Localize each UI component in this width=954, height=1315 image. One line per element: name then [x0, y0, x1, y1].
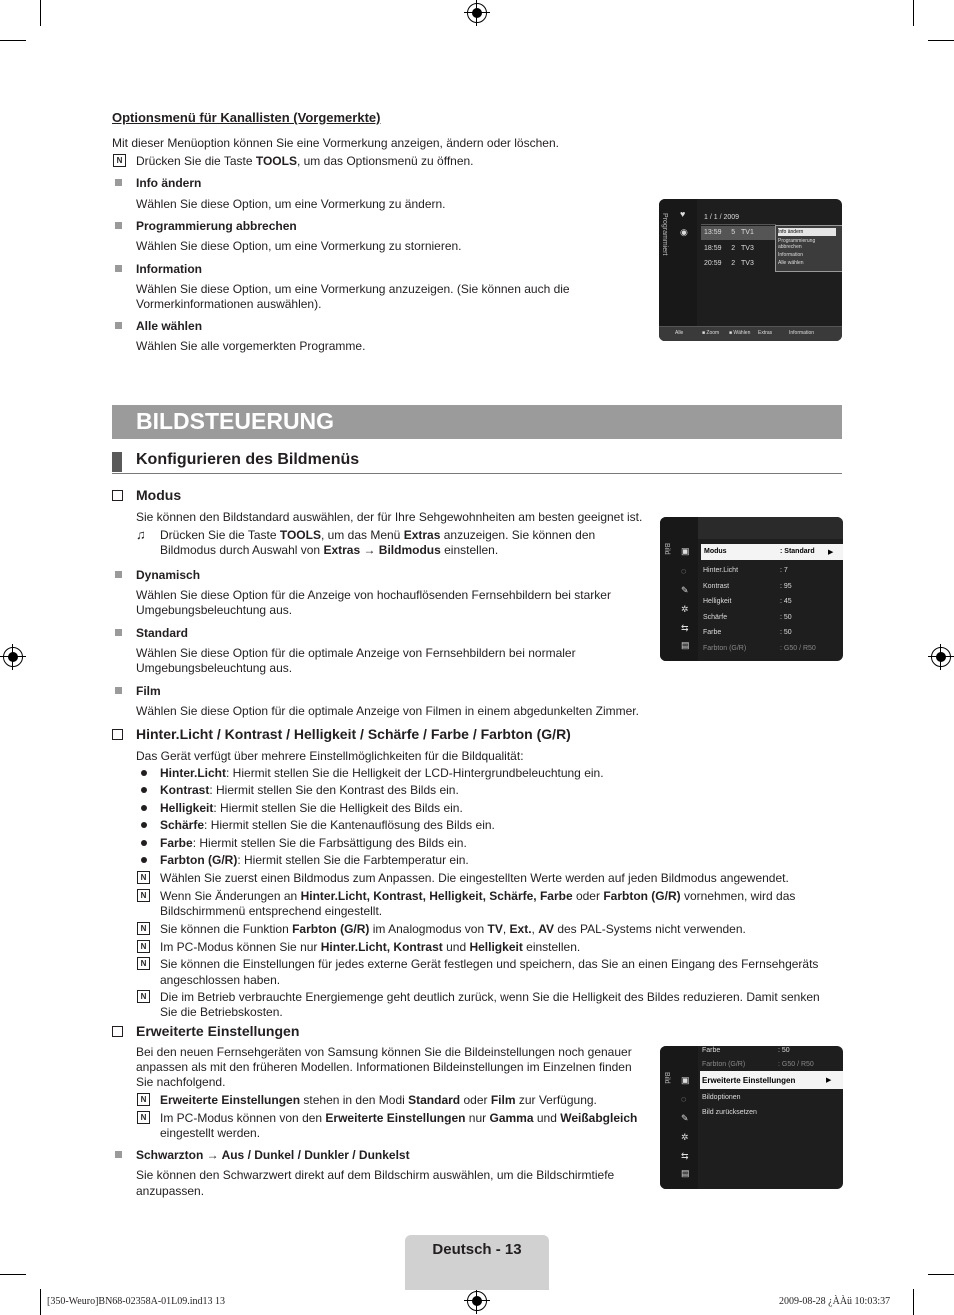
support-icon: ▤: [681, 640, 690, 650]
menu-row[interactable]: Hinter.Licht: [703, 567, 739, 574]
option-desc: Wählen Sie alle vorgemerkten Programme.: [136, 339, 366, 353]
menu-row-value: : G50 / R50: [780, 645, 816, 652]
registration-mark-icon: [467, 1291, 487, 1311]
arrow-right-icon: ▶: [826, 1077, 832, 1084]
bullet-square-icon: [115, 222, 122, 229]
menu-row[interactable]: Farbton (G/R): [703, 645, 747, 652]
picture-icon: ▣: [681, 546, 690, 556]
menu-row-value: : 50: [778, 1047, 790, 1054]
popup-item[interactable]: Info ändern: [778, 228, 836, 236]
mode-desc: Umgebungsbeleuchtung aus.: [136, 661, 293, 675]
subsection-title: Konfigurieren des Bildmenüs: [136, 451, 360, 468]
note-text: eingestellt werden.: [160, 1126, 261, 1140]
erweiterte-desc: Sie nachfolgend.: [136, 1075, 226, 1089]
option-desc: Wählen Sie diese Option, um eine Vormerkung zu stornieren.: [136, 239, 462, 253]
mode-desc: Wählen Sie diese Option für die optimale Anzeige von Filmen in einem abgedunkelten Zimmer.: [136, 704, 639, 718]
heart-icon: ♥: [680, 209, 686, 219]
registration-mark-icon: [3, 647, 23, 667]
settings-icon: ✲: [681, 604, 689, 614]
bullet-dot-icon: [141, 857, 147, 863]
menu-row[interactable]: Farbton (G/R): [702, 1061, 746, 1068]
input-icon: ⇆: [681, 1151, 689, 1161]
menu-value: : Standard: [780, 548, 815, 555]
bullet-dot-icon: [141, 787, 147, 793]
checkbox-square-icon: [112, 1026, 123, 1037]
bullet-item: Farbton (G/R): Hiermit stellen Sie die Farbtemperatur ein.: [160, 853, 469, 867]
menu-label: Modus: [704, 548, 727, 555]
option-title: Info ändern: [136, 176, 202, 190]
bullet-square-icon: [115, 322, 122, 329]
bullet-item: Helligkeit: Hiermit stellen Sie die Helligkeit des Bilds ein.: [160, 801, 463, 815]
option-desc: Wählen Sie diese Option, um eine Vormerkung zu ändern.: [136, 197, 446, 211]
channel-icon: ✎: [681, 1113, 689, 1123]
bullet-item: Hinter.Licht: Hiermit stellen Sie die Helligkeit der LCD-Hintergrundbeleuchtung ein.: [160, 766, 604, 780]
mode-title: Film: [136, 684, 161, 698]
bullet-dot-icon: [141, 822, 147, 828]
hinter-heading: Hinter.Licht / Kontrast / Helligkeit / Schärfe / Farbe / Farbton (G/R): [136, 726, 571, 742]
input-icon: ⇆: [681, 623, 689, 633]
bullet-square-icon: [115, 265, 122, 272]
note-icon: N: [113, 154, 126, 167]
menu-row[interactable]: Farbe: [703, 629, 722, 636]
bullet-dot-icon: [141, 840, 147, 846]
note-text: Erweiterte Einstellungen stehen in den Modi Standard oder Film zur Verfügung.: [160, 1093, 597, 1107]
modus-note-line1: Drücken Sie die Taste TOOLS, um das Menü Extras anzuzeigen. Sie können den: [160, 528, 596, 542]
note-icon: N: [137, 957, 150, 970]
bullet-square-icon: [115, 629, 122, 636]
schwarzton-desc: Sie können den Schwarzwert direkt auf dem Bildschirm auswählen, um die Bildschirmtiefe: [136, 1168, 615, 1182]
note-icon: N: [137, 940, 150, 953]
schwarzton-title: Schwarzton → Aus / Dunkel / Dunkler / Dunkelst: [136, 1148, 410, 1162]
popup-item[interactable]: Alle wählen: [778, 260, 804, 266]
menu-row-value: : 45: [780, 598, 792, 605]
tv-screen-erweiterte: [660, 1046, 843, 1189]
tv-screen-programmiert: [659, 199, 842, 341]
note-icon: N: [137, 871, 150, 884]
screen-side-label: Bild: [663, 1072, 670, 1084]
note-text: angeschlossen haben.: [160, 973, 281, 987]
settings-icon: ✲: [681, 1132, 689, 1142]
bullet-item: Farbe: Hiermit stellen Sie die Farbsättigung des Bilds ein.: [160, 836, 467, 850]
note-icon: N: [137, 889, 150, 902]
bullet-square-icon: [115, 1151, 122, 1158]
note-icon: N: [137, 922, 150, 935]
note-text: Wenn Sie Änderungen an Hinter.Licht, Kontrast, Helligkeit, Schärfe, Farbe oder Farbton (G/R) vornehmen, wird das: [160, 889, 796, 903]
options-note: Drücken Sie die Taste TOOLS, um das Optionsmenü zu öffnen.: [136, 154, 474, 168]
options-intro: Mit dieser Menüoption können Sie eine Vormerkung anzeigen, ändern oder löschen.: [112, 136, 559, 150]
note-text: Wählen Sie zuerst einen Bildmodus zum Anpassen. Die eingestellten Werte werden auf jeden Bildmodus angewendet.: [160, 871, 789, 885]
options-popup: [775, 225, 842, 272]
note-text: Bildschirmmenü entsprechend eingestellt.: [160, 904, 383, 918]
erweiterte-desc: anpassen als mit den früheren Modellen. Informationen Bildeinstellungen im Einzelnen finden: [136, 1060, 632, 1074]
options-heading: Optionsmenü für Kanallisten (Vorgemerkte): [112, 110, 381, 125]
note-icon: N: [137, 990, 150, 1003]
erweiterte-heading: Erweiterte Einstellungen: [136, 1023, 300, 1039]
checkbox-square-icon: [112, 729, 123, 740]
arrow-right-icon: ▶: [828, 549, 834, 556]
print-info-right: 2009-08-28 ¿ÀÀü 10:03:37: [779, 1296, 891, 1307]
note-text: Im PC-Modus können von den Erweiterte Einstellungen nur Gamma und Weißabgleich: [160, 1111, 638, 1125]
registration-mark-icon: [467, 3, 487, 23]
note-text: Sie können die Funktion Farbton (G/R) im Analogmodus von TV, Ext., AV des PAL-Systems nicht verwenden.: [160, 922, 746, 936]
subsection-marker: [112, 452, 122, 472]
option-title: Alle wählen: [136, 319, 203, 333]
sound-icon: ◌: [681, 1094, 687, 1104]
screen-side-label: Bild: [663, 543, 670, 555]
menu-row[interactable]: Bild zurücksetzen: [702, 1109, 757, 1116]
channel-icon: ✎: [681, 585, 689, 595]
menu-row-value: : G50 / R50: [778, 1061, 814, 1068]
bullet-item: Kontrast: Hiermit stellen Sie den Kontrast des Bilds ein.: [160, 783, 459, 797]
checkbox-square-icon: [112, 490, 123, 501]
schwarzton-desc: anzupassen.: [136, 1184, 205, 1198]
schedule-row: 20:59 2 TV3: [704, 260, 754, 267]
clock-icon: ◉: [680, 227, 688, 237]
print-info-left: [350-Weuro]BN68-02358A-01L09.ind13 13: [47, 1296, 226, 1307]
bullet-square-icon: [115, 687, 122, 694]
popup-item[interactable]: Programmierung abbrechen: [778, 238, 816, 250]
note-text: Sie können die Einstellungen für jedes externe Gerät festlegen und speichern, das Sie an einen Eingang des Fernsehgeräts: [160, 957, 819, 971]
note-text: Sie die Betriebskosten.: [160, 1005, 283, 1019]
menu-row-value: : 95: [780, 583, 792, 590]
menu-row[interactable]: Bildoptionen: [702, 1094, 741, 1101]
picture-icon: ▣: [681, 1075, 690, 1085]
menu-row[interactable]: Kontrast: [703, 583, 730, 590]
option-desc: Wählen Sie diese Option, um eine Vormerkung anzuzeigen. (Sie können auch die Vormerkinformationen auswählen).: [136, 282, 570, 311]
mode-title: Standard: [136, 626, 189, 640]
mode-desc: Wählen Sie diese Option für die optimale Anzeige von Fernsehbildern bei normaler: [136, 646, 576, 660]
bullet-dot-icon: [141, 770, 147, 776]
registration-mark-icon: [931, 647, 951, 667]
section-title: BILDSTEUERUNG: [136, 408, 335, 434]
modus-note-line2: Bildmodus durch Auswahl von Extras → Bildmodus einstellen.: [160, 543, 499, 557]
menu-row-value: : 7: [780, 567, 788, 574]
erweiterte-desc: Bei den neuen Fernsehgeräten von Samsung können Sie die Bildeinstellungen noch genauer: [136, 1045, 632, 1059]
page-number: Deutsch - 13: [432, 1241, 522, 1258]
menu-row[interactable]: Schärfe: [703, 614, 728, 621]
mode-desc: Umgebungsbeleuchtung aus.: [136, 603, 293, 617]
note-text: Im PC-Modus können Sie nur Hinter.Licht, Kontrast und Helligkeit einstellen.: [160, 940, 581, 954]
note-icon: N: [137, 1093, 150, 1106]
tools-icon: ♫: [136, 527, 146, 542]
screen-side-label: Programmiert: [661, 213, 668, 256]
note-icon: N: [137, 1111, 150, 1124]
bullet-square-icon: [115, 179, 122, 186]
support-icon: ▤: [681, 1168, 690, 1178]
menu-label: Erweiterte Einstellungen: [702, 1076, 796, 1085]
menu-row[interactable]: Farbe: [702, 1047, 721, 1054]
bullet-square-icon: [115, 571, 122, 578]
menu-row-value: : 50: [780, 629, 792, 636]
option-title: Information: [136, 262, 202, 276]
mode-desc: Wählen Sie diese Option für die Anzeige von hochauflösenden Fernsehbildern bei starker: [136, 588, 611, 602]
note-text: Die im Betrieb verbrauchte Energiemenge geht deutlich zurück, wenn Sie die Helligkeit des Bildes reduzieren. Damit senken: [160, 990, 820, 1004]
popup-item[interactable]: Information: [778, 252, 804, 258]
modus-heading: Modus: [136, 487, 182, 503]
tv-screen-bild-modus: [660, 517, 843, 661]
schedule-row: 18:59 2 TV3: [704, 245, 754, 252]
modus-desc: Sie können den Bildstandard auswählen, der für Ihre Sehgewohnheiten am besten geeignet ist.: [136, 510, 643, 524]
schedule-row: 13:59 5 TV1: [704, 229, 754, 236]
sound-icon: ◌: [681, 566, 687, 576]
bullet-dot-icon: [141, 805, 147, 811]
menu-row[interactable]: Helligkeit: [703, 598, 732, 605]
bullet-item: Schärfe: Hiermit stellen Sie die Kantenauflösung des Bilds ein.: [160, 818, 495, 832]
screen-footer: Alle ■ Zoom ■ Wählen Extras Information: [659, 326, 842, 341]
menu-row-value: : 50: [780, 614, 792, 621]
option-title: Programmierung abbrechen: [136, 219, 297, 233]
subsection-rule: [112, 473, 842, 474]
hinter-intro: Das Gerät verfügt über mehrere Einstellmöglichkeiten für die Bildqualität:: [136, 749, 524, 763]
schedule-date: 1 / 1 / 2009: [704, 214, 740, 221]
mode-title: Dynamisch: [136, 568, 201, 582]
